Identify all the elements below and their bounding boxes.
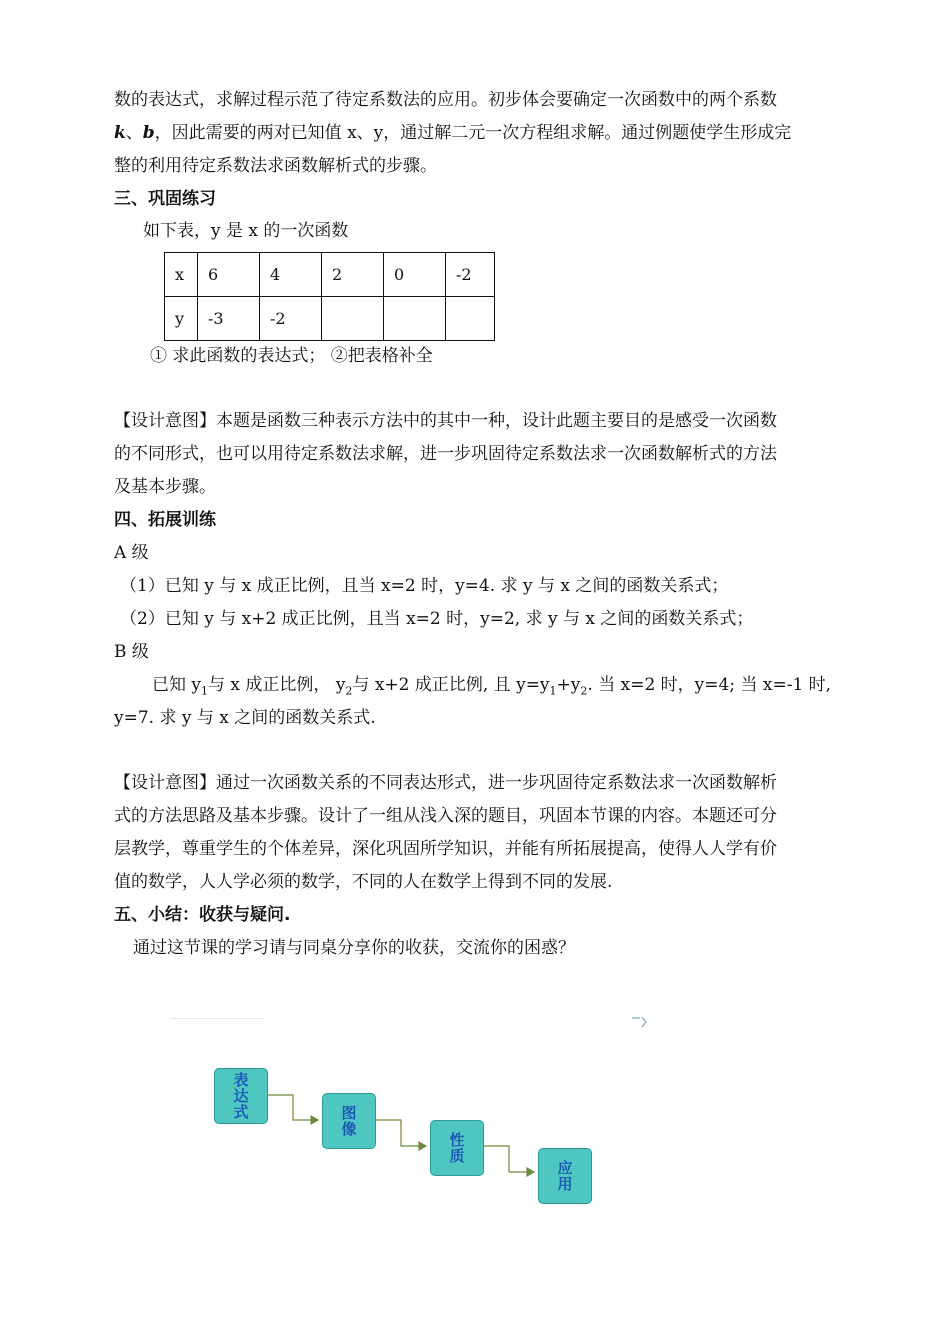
table-cell: -2 bbox=[260, 297, 322, 341]
para1-line1: 数的表达式，求解过程示范了待定系数法的应用。初步体会要确定一次函数中的两个系数 bbox=[114, 90, 777, 110]
table-cell: 2 bbox=[322, 253, 384, 297]
question-2: （2）已知 y 与 x+2 成正比例，且当 x=2 时，y=2, 求 y 与 x 之间的函数关系式； bbox=[120, 609, 754, 629]
arrow-head-icon bbox=[311, 1116, 318, 1124]
section3-title: 三、巩固练习 bbox=[114, 189, 216, 209]
coef-k: k bbox=[114, 123, 126, 143]
coef-sep: 、 bbox=[125, 123, 143, 143]
subscript: 2 bbox=[580, 684, 588, 698]
flow-step-graph: 图像 bbox=[322, 1093, 376, 1149]
design2-line4: 值的数学，人人学必须的数学，不同的人在数学上得到不同的发展. bbox=[114, 872, 613, 892]
bq-part: +y bbox=[556, 675, 581, 695]
para1-line2-rest: ，因此需要的两对已知值 x、y，通过解二元一次方程组求解。通过例题使学生形成完 bbox=[154, 123, 792, 143]
arrow-head-icon bbox=[527, 1168, 534, 1176]
bq-part: 与 x 成正比例， y bbox=[208, 675, 346, 695]
section5-title: 五、小结：收获与疑问. bbox=[114, 905, 291, 925]
bq-part: . 当 x=2 时，y=4; 当 x=-1 时, bbox=[587, 675, 832, 695]
section3-intro: 如下表，y 是 x 的一次函数 bbox=[143, 221, 349, 241]
table-cell: 0 bbox=[384, 253, 446, 297]
table-cell: -3 bbox=[198, 297, 260, 341]
level-b-line2: y=7. 求 y 与 x 之间的函数关系式. bbox=[114, 708, 376, 728]
section5-text: 通过这节课的学习请与同桌分享你的收获，交流你的困惑？ bbox=[133, 938, 575, 958]
coef-b: b bbox=[142, 123, 155, 143]
design2-line3: 层教学，尊重学生的个体差异，深化巩固所学知识，并能有所拓展提高，使得人人学有价 bbox=[114, 839, 777, 859]
table-cell: 6 bbox=[198, 253, 260, 297]
table-cell: 4 bbox=[260, 253, 322, 297]
flow-step-application: 应用 bbox=[538, 1148, 592, 1204]
section4-title: 四、拓展训练 bbox=[114, 510, 216, 530]
bq-part: 已知 y bbox=[152, 675, 202, 695]
table-cell: -2 bbox=[446, 253, 495, 297]
table-cell: y bbox=[165, 297, 198, 341]
bq-part: 与 x+2 成正比例, 且 y=y bbox=[352, 675, 550, 695]
para1-line3: 整的利用待定系数法求函数解析式的步骤。 bbox=[114, 156, 437, 176]
design1-line2: 的不同形式，也可以用待定系数法求解，进一步巩固待定系数法求一次函数解析式的方法 bbox=[114, 444, 777, 464]
subscript: 2 bbox=[345, 684, 353, 698]
level-a: A 级 bbox=[114, 543, 149, 563]
design1-line1: 【设计意图】本题是函数三种表示方法中的其中一种，设计此题主要目的是感受一次函数 bbox=[114, 411, 777, 431]
subscript: 1 bbox=[201, 684, 209, 698]
subscript: 1 bbox=[549, 684, 557, 698]
design1-line3: 及基本步骤。 bbox=[114, 477, 216, 497]
table-cell: x bbox=[165, 253, 198, 297]
design2-line2: 式的方法思路及基本步骤。设计了一组从浅入深的题目，巩固本节课的内容。本题还可分 bbox=[114, 806, 777, 826]
design2-line1: 【设计意图】通过一次函数关系的不同表达形式，进一步巩固待定系数法求一次函数解析 bbox=[114, 773, 777, 793]
level-b: B 级 bbox=[114, 642, 149, 662]
question-1: （1）已知 y 与 x 成正比例，且当 x=2 时，y=4. 求 y 与 x 之间的函数关系式； bbox=[120, 576, 729, 596]
section3-questions: ① 求此函数的表达式； ②把表格补全 bbox=[150, 346, 433, 366]
arrow-head-icon bbox=[419, 1142, 426, 1150]
flow-step-property: 性质 bbox=[430, 1120, 484, 1176]
flow-step-expression: 表达式 bbox=[214, 1068, 268, 1124]
